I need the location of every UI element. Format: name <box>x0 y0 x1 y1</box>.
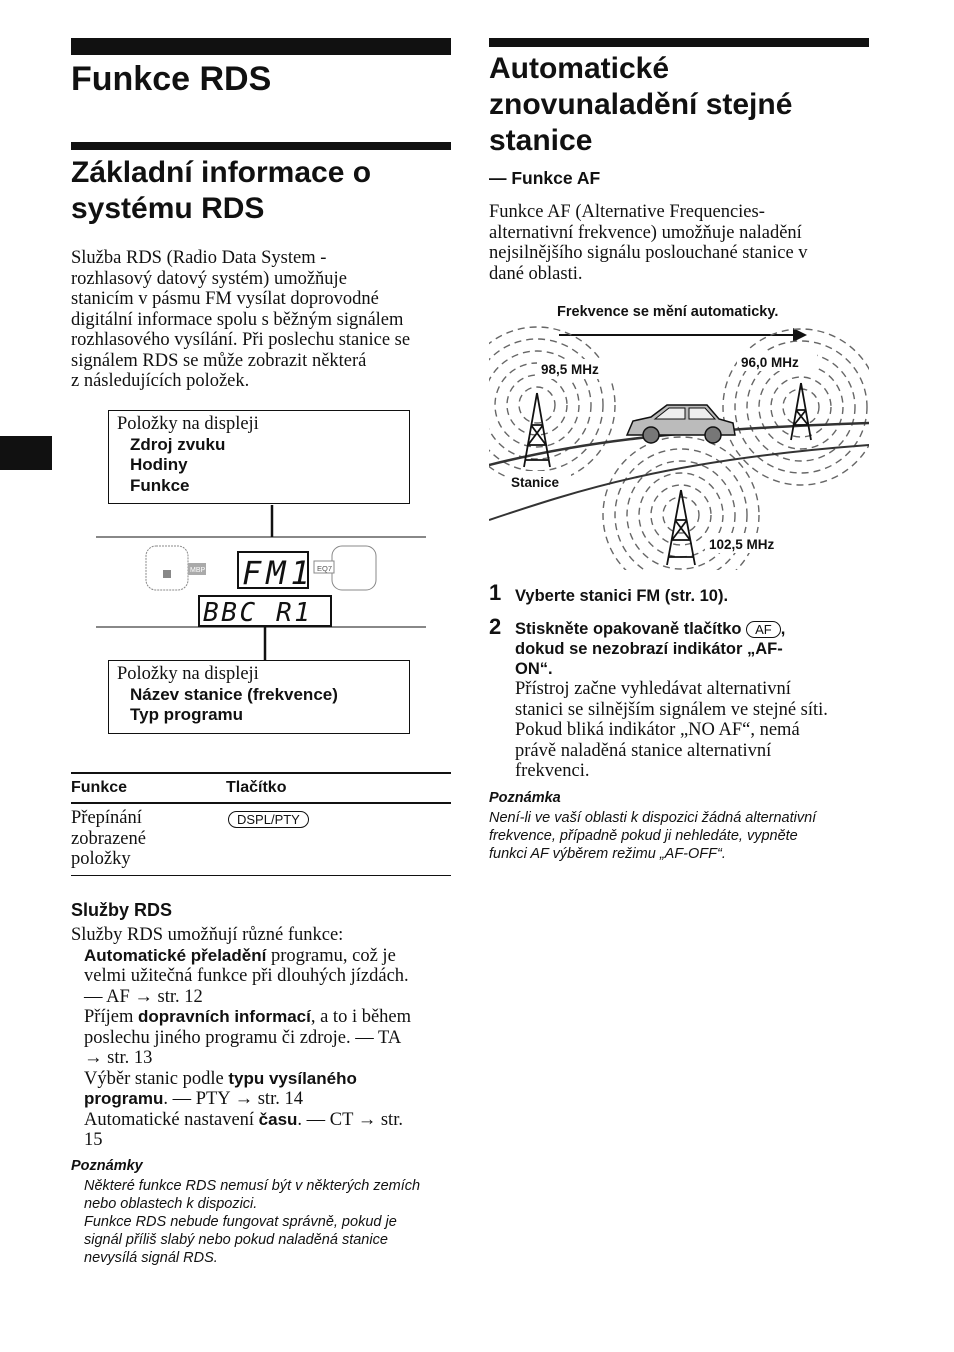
step-2-desc-line: Pokud bliká indikátor „NO AF“, nemá <box>515 720 800 740</box>
table-row-button <box>228 810 309 828</box>
right-subtitle: — Funkce AF <box>489 168 601 188</box>
display-items-box-top <box>108 410 410 504</box>
subsection-title <box>71 155 371 227</box>
intro-line: z následujících položek. <box>71 371 250 391</box>
service-ta-bold: dopravních informací <box>137 1007 311 1026</box>
af-intro-paragraph <box>489 202 869 284</box>
box-item: Zdroj zvuku <box>130 434 226 454</box>
left-knob-icon <box>146 546 188 590</box>
box-item: Hodiny <box>130 455 188 474</box>
table-header-rule <box>71 802 451 804</box>
subsection-title-line2: systému RDS <box>71 192 265 225</box>
af-button-glyph: AF <box>746 621 781 638</box>
subsection-title-line1: Základní informace o <box>71 156 372 189</box>
step-2-desc-line: Přístroj začne vyhledávat alternativní <box>515 679 791 699</box>
subsection-rule <box>71 142 451 150</box>
right-note-title: Poznámka <box>489 790 561 806</box>
step-2-line3: ON“. <box>515 660 553 678</box>
service-af-bold: Automatické přeladění <box>84 945 267 965</box>
service-af-line3: — AF → str. 12 <box>84 986 203 1007</box>
intro-paragraph <box>71 248 456 392</box>
table-row-function <box>71 808 146 870</box>
service-pty-text: . — PTY → str. 14 <box>163 1089 303 1109</box>
intro-line: rozhlasového vysílání. Při poslechu stanice se <box>71 330 411 350</box>
section-title: Funkce RDS <box>71 60 272 98</box>
box-label: Položky na displeji <box>117 414 259 434</box>
right-note-line: Není-li ve vaší oblasti k dispozici žádná alternativní <box>489 810 817 826</box>
box-label: Položky na displeji <box>117 664 259 684</box>
table-cell-line: položky <box>71 849 131 869</box>
step-2-desc-line: právě naladěná stanice alternativní <box>515 740 772 761</box>
right-title-line: Automatické <box>489 52 670 85</box>
step-2-number: 2 <box>489 614 502 639</box>
right-note-body <box>489 809 869 863</box>
freq-bottom-label: 102,5 MHz <box>709 537 775 552</box>
box-item: Typ programu <box>130 705 244 724</box>
note-line: Některé funkce RDS nemusí být v některých zemích <box>84 1178 421 1194</box>
intro-line: signálem RDS se může zobrazit některá <box>71 350 367 371</box>
service-ct-text: . — CT → str. <box>297 1109 403 1130</box>
services-title: Služby RDS <box>71 900 173 920</box>
right-title-line: stanice <box>489 124 593 157</box>
table-header-function: Funkce <box>71 779 128 796</box>
table-bottom-rule <box>71 875 451 876</box>
step-1-text: Vyberte stanici FM (str. 10). <box>515 587 729 605</box>
af-intro-line: dané oblasti. <box>489 263 583 284</box>
service-ta-line3: → str. 13 <box>84 1048 153 1068</box>
freq-right-label: 96,0 MHz <box>741 355 799 370</box>
service-ct-pre: Automatické nastavení <box>84 1109 259 1130</box>
note-line: Funkce RDS nebude fungovat správně, pokud je <box>84 1214 397 1230</box>
note-line: signál příliš slabý nebo pokud naladěná stanice <box>84 1232 388 1248</box>
mbp-badge: MBP <box>190 567 206 574</box>
step-2-description <box>515 679 865 782</box>
service-ta-line2: poslechu jiného programu či zdroje. — TA <box>84 1027 402 1048</box>
intro-line: rozhlasový datový systém) umožňuje <box>71 268 347 289</box>
table-cell-line: Přepínání <box>71 808 142 828</box>
tower-bottom-icon <box>667 490 695 565</box>
right-note-line: funkci AF výběrem režimu „AF-OFF“. <box>489 846 726 862</box>
service-pty-bold: typu vysílaného <box>228 1068 357 1088</box>
box-item: Název stanice (frekvence) <box>130 684 338 704</box>
display-items-box-bottom <box>108 660 410 734</box>
intro-line: stanicím v pásmu FM vysílat doprovodné <box>71 289 379 309</box>
af-figure <box>489 295 869 570</box>
section-top-rule <box>71 38 451 55</box>
table-top-rule <box>71 772 451 774</box>
lcd-line2: BBC R1 <box>203 598 313 628</box>
services-body <box>71 925 456 1151</box>
af-intro-line: Funkce AF (Alternative Frequencies- <box>489 202 765 222</box>
service-ta-text: , a to i během <box>310 1007 412 1027</box>
arrow-right-icon <box>793 328 807 342</box>
af-intro-line: alternativní frekvence) umožňuje naladění <box>489 222 802 243</box>
right-note-line: frekvence, případně pokud ji nehledáte, vypněte <box>489 828 798 844</box>
table-cell-line: zobrazené <box>71 828 146 849</box>
notes-body <box>84 1177 456 1267</box>
intro-line: Služba RDS (Radio Data System - <box>71 248 327 268</box>
service-ct-line2: 15 <box>84 1130 103 1150</box>
notes-title: Poznámky <box>71 1158 143 1174</box>
intro-line: digitální informace spolu s běžným signálem <box>71 309 404 330</box>
note-line: nevysílá signál RDS. <box>84 1250 218 1266</box>
side-tab-marker <box>0 436 52 470</box>
dspl-pty-button-glyph: DSPL/PTY <box>228 811 309 828</box>
af-intro-line: nejsilnějšího signálu poslouchané stanice v <box>489 243 808 263</box>
step-2-comma: , <box>780 620 786 638</box>
step-2-body <box>515 619 865 782</box>
right-knob-icon <box>332 546 376 590</box>
step-2-desc-line: stanici se silnějším signálem ve stejné síti. <box>515 699 828 720</box>
tower-right-icon <box>791 383 811 440</box>
display-diagram <box>60 500 440 665</box>
step-1-number: 1 <box>489 580 502 605</box>
service-af-line2: velmi užitečná funkce při dlouhých jízdách. <box>84 966 409 986</box>
right-top-rule <box>489 38 869 47</box>
table-header-button: Tlačítko <box>226 779 287 796</box>
freq-left-label: 98,5 MHz <box>541 362 599 377</box>
step-2-line2: dokud se nezobrazí indikátor „AF- <box>515 640 783 658</box>
eq-badge: EQ7 <box>317 564 333 573</box>
service-pty-bold2: programu <box>84 1089 164 1108</box>
services-intro: Služby RDS umožňují různé funkce: <box>71 925 344 945</box>
service-pty-pre: Výběr stanic podle <box>84 1068 229 1089</box>
service-ta-pre: Příjem <box>84 1007 138 1027</box>
service-af-text: programu, což je <box>266 945 396 966</box>
step-2-text: Stiskněte opakovaně tlačítko <box>515 620 742 638</box>
figure-caption: Frekvence se mění automaticky. <box>557 304 779 320</box>
box-item: Funkce <box>130 475 190 495</box>
right-title-line: znovunaladění stejné <box>489 88 793 121</box>
service-ct-bold: času <box>258 1109 298 1129</box>
right-title <box>489 51 792 159</box>
lcd-line1: FM1 <box>242 554 315 592</box>
step-2-desc-line: frekvenci. <box>515 761 590 781</box>
station-label: Stanice <box>511 475 560 490</box>
note-line: nebo oblastech k dispozici. <box>84 1196 258 1212</box>
